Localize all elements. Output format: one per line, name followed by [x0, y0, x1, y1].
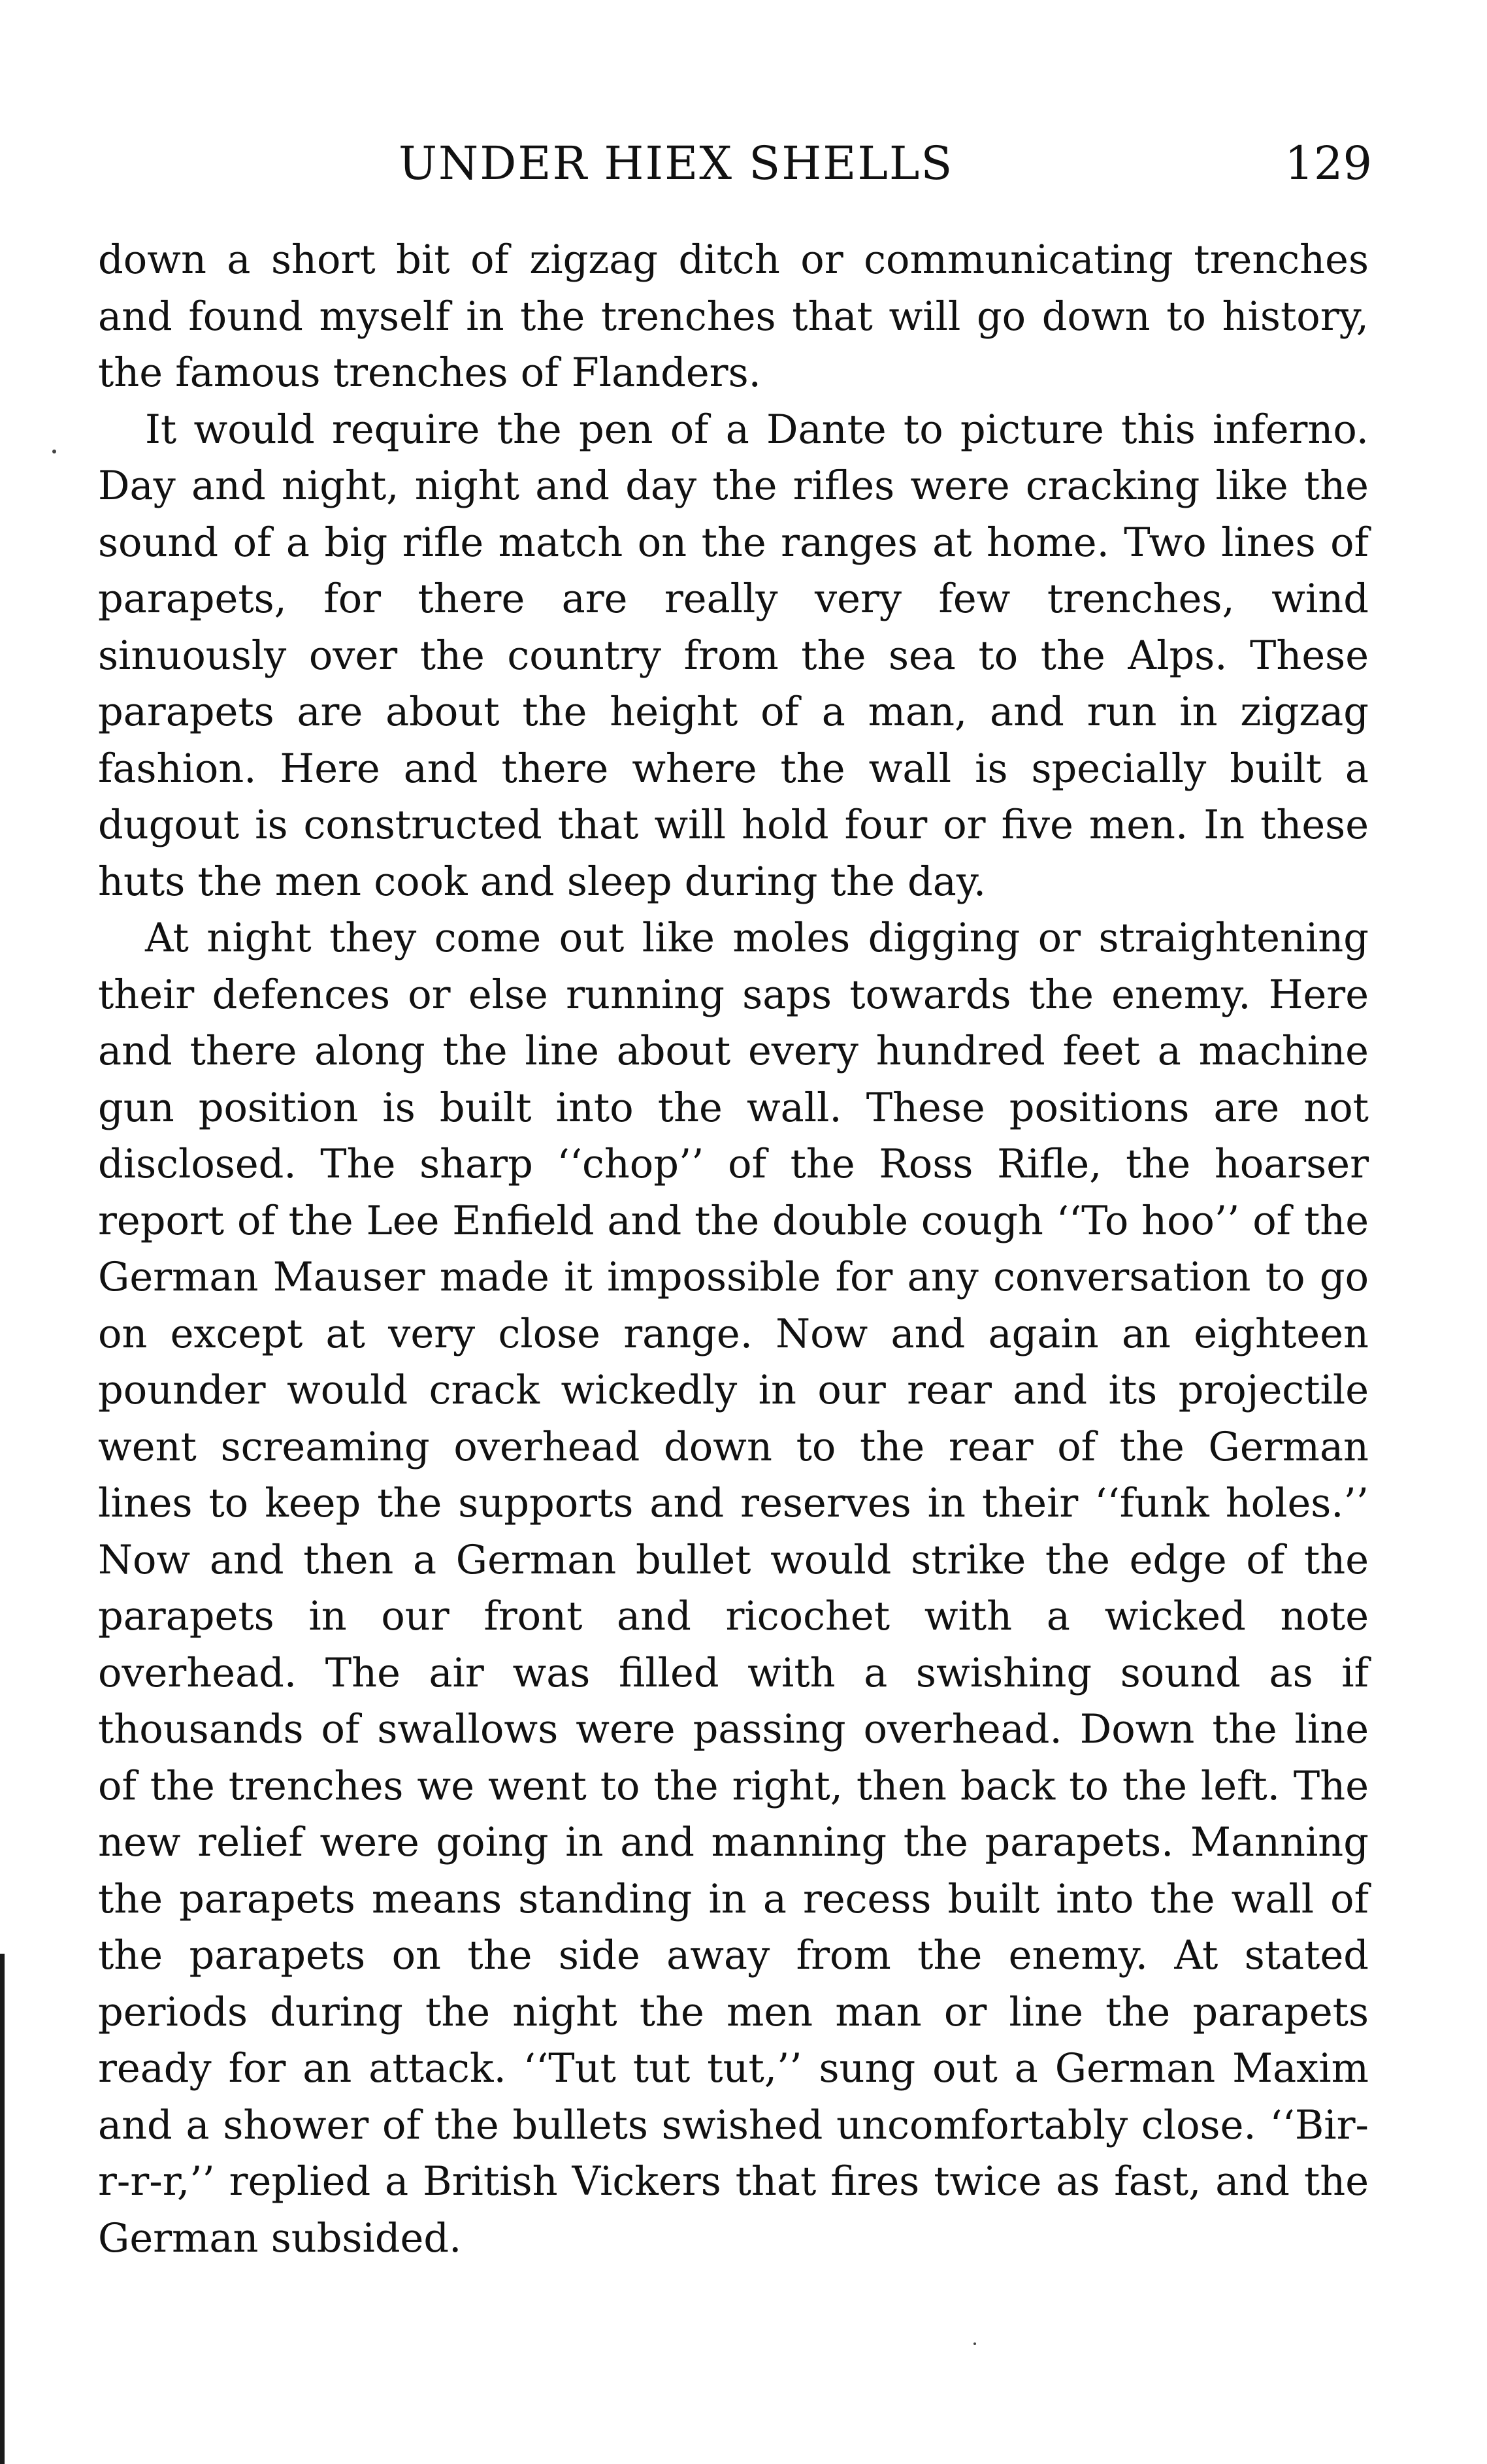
page-header [98, 134, 1372, 193]
scan-speck [52, 450, 56, 453]
page-edge-shadow [0, 1954, 5, 2464]
body-text [98, 232, 1369, 2267]
paragraph-2: It would require the pen of a Dante to picture this inferno. Day and night, night and day the rifles were cracking like the sound of a big rifle match on the ranges at home. Two lines of parapets, for there are really very few trenches, wind sinuously over the country from the sea to the Alps. These parapets are about the height of a man, and run in zigzag fashion. Here and there where the wall is specially built a dugout is constructed that will hold four or five men. In these huts the men cook and sleep during the day. [98, 406, 1369, 905]
scan-speck [973, 2342, 976, 2345]
running-title: UNDER HIEX SHELLS [399, 137, 954, 190]
paragraph-1: down a short bit of zigzag ditch or communicating trenches and found myself in the trenches that will go down to history, the famous trenches of Flanders. [98, 237, 1369, 396]
paragraph-3: At night they come out like moles digging or straightening their defences or else running saps towards the enemy. Here and there along the line about every hundred feet a machine gun position is built into the wall. These positions are not disclosed. The sharp ‘‘chop’’ of the Ross Rifle, the hoarser report of the Lee Enfield and the double cough ‘‘To hoo’’ of the German Mauser made it impossible for any conversation to go on except at very close range. Now and again an eighteen pounder would crack wickedly in our rear and its projectile went screaming overhead down to the rear of the German lines to keep the supports and reserves in their ‘‘funk holes.’’ Now and then a German bullet would strike the edge of the parapets in our front and ricochet with a wicked note overhead. The air was filled with a swishing sound as if thousands of swallows were passing overhead. Down the line of the trenches we went to the right, then back to the left. The new relief were going in and manning the parapets. Manning the parapets means standing in a recess built into the wall of the parapets on the side away from the enemy. At stated periods during the night the men man or line the parapets ready for an attack. ‘‘Tut tut tut,’’ sung out a German Maxim and a shower of the bullets swished uncomfortably close. ‘‘Bir-r-r-r,’’ replied a British Vickers that fires twice as fast, and the German subsided. [98, 915, 1369, 2261]
page-number: 129 [1284, 137, 1372, 190]
